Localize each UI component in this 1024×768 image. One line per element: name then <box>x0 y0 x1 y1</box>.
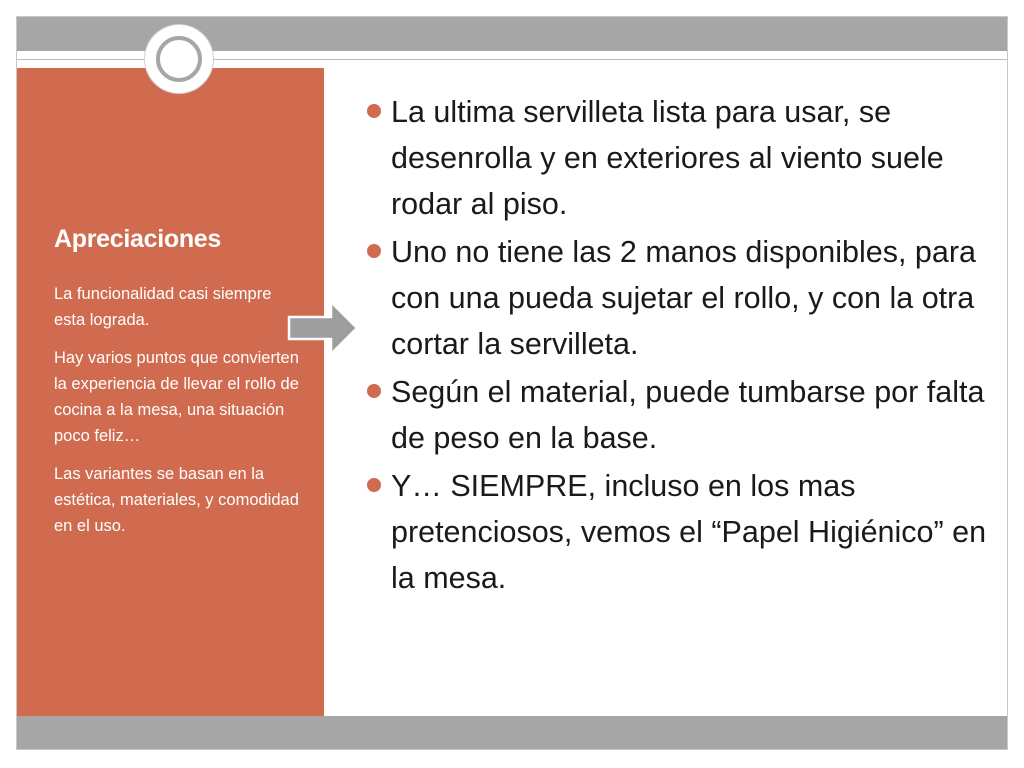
bottom-band <box>17 716 1007 749</box>
circle-ring-inner <box>156 36 202 82</box>
sidebar-text <box>54 281 304 551</box>
list-item <box>367 229 987 367</box>
sidebar-paragraph: Hay varios puntos que convierten la experiencia de llevar el rollo de cocina a la mesa, una situación poco feliz… <box>54 349 299 445</box>
sidebar-panel <box>17 68 324 716</box>
list-item <box>367 463 987 601</box>
slide <box>17 17 1007 749</box>
sidebar-title: Apreciaciones <box>54 225 222 253</box>
bullet-list <box>367 89 987 603</box>
sidebar-paragraph: Las variantes se basan en la estética, materiales, y comodidad en el uso. <box>54 465 299 535</box>
bullet-dot-icon <box>367 104 381 118</box>
bullet-dot-icon <box>367 244 381 258</box>
right-arrow-icon <box>287 300 359 356</box>
list-item <box>367 369 987 461</box>
bullet-dot-icon <box>367 384 381 398</box>
bullet-text: Uno no tiene las 2 manos disponibles, para con una pueda sujetar el rollo, y con la otra cortar la servilleta. <box>391 235 976 361</box>
bullet-text: La ultima servilleta lista para usar, se desenrolla y en exteriores al viento suele rodar al piso. <box>391 95 944 221</box>
sidebar-paragraph: La funcionalidad casi siempre esta lograda. <box>54 285 272 329</box>
bullet-text: Según el material, puede tumbarse por falta de peso en la base. <box>391 375 985 455</box>
bullet-text: Y… SIEMPRE, incluso en los mas pretenciosos, vemos el “Papel Higiénico” en la mesa. <box>391 469 987 595</box>
bullet-dot-icon <box>367 478 381 492</box>
list-item <box>367 89 987 227</box>
